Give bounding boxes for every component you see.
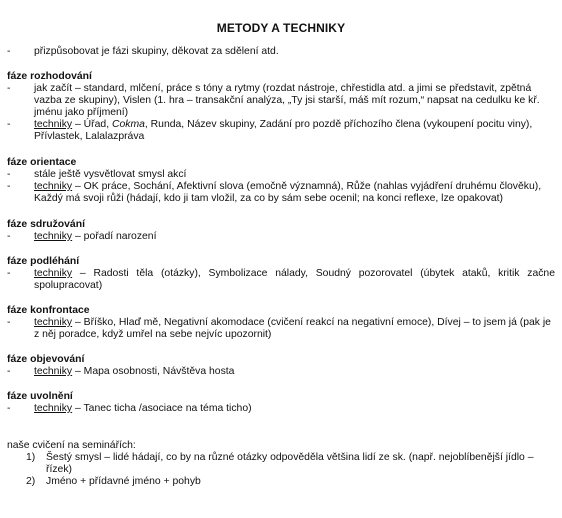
section-objevovani: [7, 354, 555, 378]
section-heading: fáze orientace: [7, 157, 77, 168]
section-podlehani: [7, 256, 555, 292]
section-heading: fáze objevování: [7, 354, 85, 365]
bullet-dash: -: [7, 119, 11, 130]
section-heading: fáze rozhodování: [7, 71, 92, 82]
section-heading: fáze sdružování: [7, 219, 85, 230]
item-text: – OK práce, Sochání, Afektivní slova (emočně významná), Růže (nahlas vyjádření druhému člověku), Každý má svoji růži (hádají, kdo ji tam vložil, za co by sám sebe ocenil; na konci reflexe, lze opakovat): [34, 181, 542, 204]
seminar-heading: naše cvičení na seminářích:: [7, 440, 136, 451]
bullet-dash: -: [7, 403, 11, 414]
item-number: 2): [26, 476, 36, 487]
list-item: [7, 83, 555, 119]
bullet-dash: -: [7, 366, 11, 377]
bullet-dash: -: [7, 317, 11, 328]
item-text: – Tanec ticha /asociace na téma ticho): [72, 403, 252, 414]
item-text: jak začít – standard, mlčení, práce s tóny a rytmy (rozdat nástroje, chřestidla atd. a jimi se představit, zpětná vazba ze skupiny), Vislen (1. hra – transakční analýza, „Ty jsi starší, máš mít rozum,“ napsat na cedulku ke kř. jménu jako příjmení): [34, 83, 540, 118]
list-item: [7, 268, 555, 292]
item-text: stále ještě vysvětlovat smysl akcí: [34, 169, 187, 180]
intro-block: [7, 46, 555, 58]
item-text: – Úřad,: [72, 119, 112, 130]
list-item: [7, 119, 555, 143]
bullet-dash: -: [7, 268, 11, 279]
techniques-label: techniky: [34, 181, 73, 192]
intro-text: přizpůsobovat je fázi skupiny, děkovat za sdělení atd.: [34, 46, 279, 57]
section-rozhodovani: [7, 71, 555, 143]
list-item: [7, 403, 555, 415]
list-item: [7, 169, 555, 181]
section-sdruzovani: [7, 219, 555, 243]
item-text: – Mapa osobnosti, Návštěva hosta: [72, 366, 235, 377]
techniques-label: techniky: [34, 403, 73, 414]
list-item: [7, 317, 555, 341]
item-text: – pořadí narození: [72, 231, 157, 242]
item-text: Jméno + přídavné jméno + pohyb: [46, 476, 201, 487]
page-title: METODY A TECHNIKY: [216, 21, 346, 35]
section-uvolneni: [7, 391, 555, 415]
techniques-label: techniky: [34, 268, 73, 279]
item-text: – Radosti těla (otázky), Symbolizace nálady, Soudný pozorovatel (úbytek ataků, kritik začne spolupracovat): [34, 268, 555, 291]
item-number: 1): [26, 452, 36, 463]
section-heading: fáze podléhání: [7, 256, 80, 267]
bullet-dash: -: [7, 46, 11, 57]
bullet-dash: -: [7, 83, 11, 94]
bullet-dash: -: [7, 231, 11, 242]
item-text: Šestý smysl – lidé hádají, co by na různé otázky odpověděla většina lidí ze sk. (např. nejoblíbenější jídlo – řízek): [46, 452, 534, 475]
section-heading: fáze konfrontace: [7, 305, 90, 316]
bullet-dash: -: [7, 169, 11, 180]
item-text: , Runda, Název skupiny, Zadání pro pozdě příchozího člena (vykoupení pocitu viny), Přívlastek, Lalalazpráva: [34, 119, 533, 142]
section-heading: fáze uvolnění: [7, 391, 73, 402]
item-text: – Bříško, Hlaď mě, Negativní akomodace (cvičení reakcí na negativní emoce), Dívej – to jsem já (pak je z něj poradce, když umřel na sebe nejvíc upozornit): [34, 317, 551, 340]
section-orientace: [7, 157, 555, 205]
list-item: [7, 231, 555, 243]
list-item: [7, 181, 555, 205]
list-item: [7, 366, 555, 378]
intro-item: [7, 46, 555, 58]
bullet-dash: -: [7, 181, 11, 192]
numbered-item: [7, 452, 555, 476]
techniques-label: techniky: [34, 317, 73, 328]
seminar-exercises: [7, 440, 555, 488]
techniques-label: techniky: [34, 366, 73, 377]
techniques-label: techniky: [34, 231, 73, 242]
numbered-item: [7, 476, 555, 488]
item-text-italic: Cokma: [111, 119, 145, 130]
section-konfrontace: [7, 305, 555, 341]
techniques-label: techniky: [34, 119, 73, 130]
